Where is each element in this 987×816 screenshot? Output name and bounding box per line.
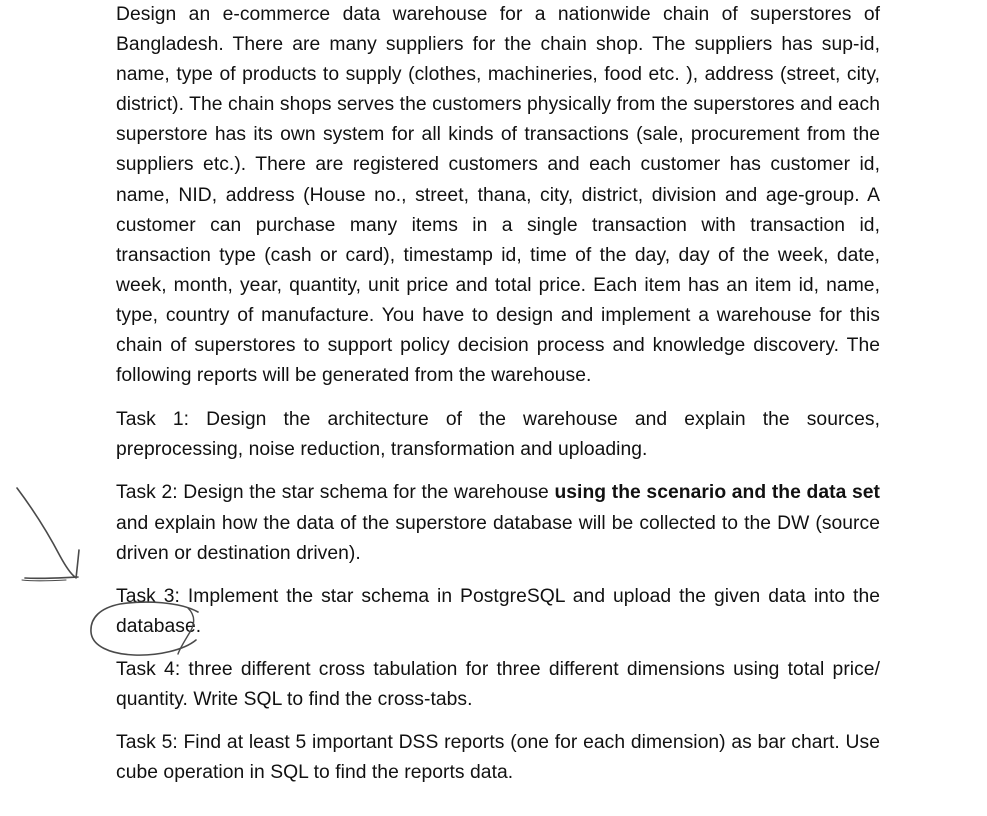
task-3-paragraph: Task 3: Implement the star schema in PostgreSQL and upload the given data into the database. <box>116 585 880 637</box>
task-1-paragraph: Task 1: Design the architecture of the warehouse and explain the sources, preprocessing, noise reduction, transformation and uploading. <box>116 409 880 461</box>
intro-paragraph: Design an e-commerce data warehouse for a nationwide chain of superstores of Bangladesh. There are many suppliers for the chain shop. The suppliers has sup-id, name, type of products to supply (clothes, machineries, food etc. ), address (street, city, district). The chain shops serves the customers physically from the superstores and each superstore has its own system for all kinds of transactions (sale, procurement from the suppliers etc.). There are registered customers and each customer has customer id, name, NID, address (House no., street, thana, city, district, division and age-group. A customer can purchase many items in a single transaction with transaction id, transaction type (cash or card), timestamp id, time of the day, day of the week, date, week, month, year, quantity, unit price and total price. Each item has an item id, name, type, country of manufacture. You have to design and implement a warehouse for this chain of superstores to support policy decision process and knowledge discovery. The following reports will be generated from the warehouse. <box>116 4 880 387</box>
task-4-paragraph: Task 4: three different cross tabulation for three different dimensions using total price/ quantity. Write SQL to find the cross-tabs. <box>116 658 880 710</box>
task-2-emphasis: using the scenario and the data set <box>554 482 881 504</box>
task-2-text-start: Task 2: Design the star schema for the warehouse <box>116 482 555 504</box>
task-5-paragraph: Task 5: Find at least 5 important DSS reports (one for each dimension) as bar chart. Use cube operation in SQL to find the reports data. <box>116 732 880 784</box>
task-2-paragraph <box>116 478 880 568</box>
hand-drawn-arrow-icon <box>0 478 100 598</box>
task-2-text-end: and explain how the data of the superstore database will be collected to the DW (source driven or destination driven). <box>116 512 880 564</box>
document-page <box>116 0 880 788</box>
